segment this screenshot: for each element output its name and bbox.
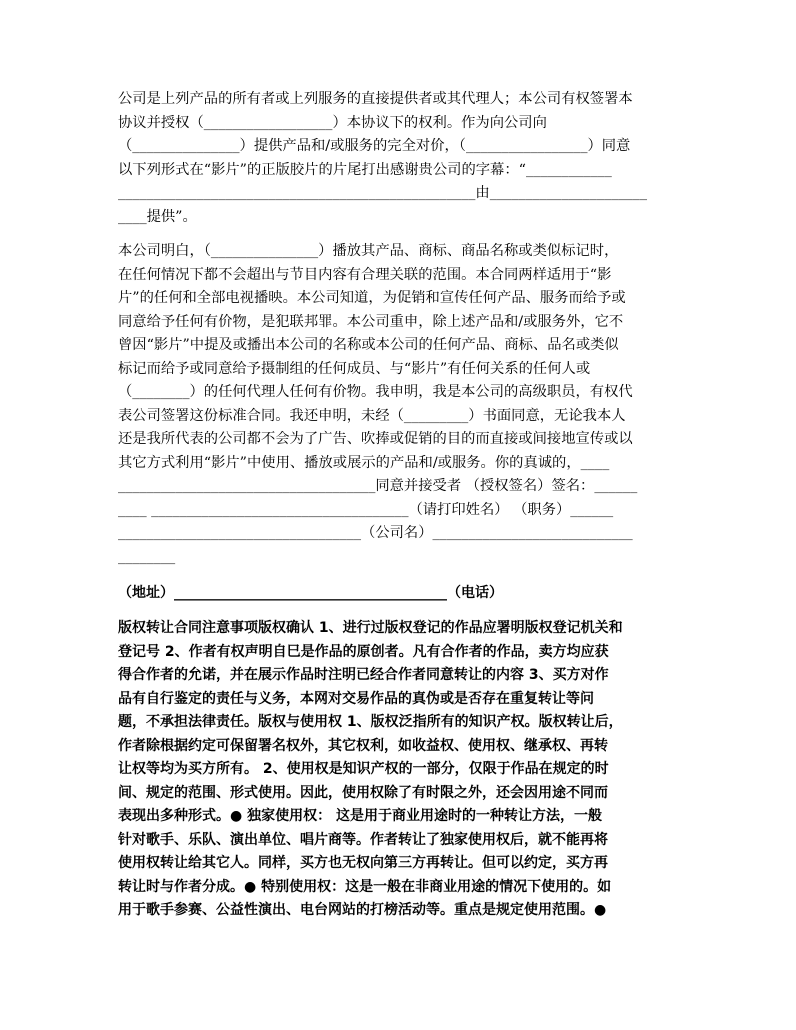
text-line: （________）的任何代理人任何有价物。我申明，我是本公司的高级职员，有权代: [118, 384, 633, 400]
paragraph-copyright-notes: [118, 617, 680, 923]
text-line: 版权转让合同注意事项版权确认 1、进行过版权登记的作品应署明版权登记机关和: [118, 620, 623, 636]
text-line: 表现出多种形式。● 独家使用权： 这是用于商业用途时的一种转让方法，一般: [118, 808, 602, 824]
text-line: 曾因“影片”中提及或播出本公司的名称或本公司的任何产品、商标、品名或类似: [118, 337, 619, 353]
text-line: 品有自行鉴定的责任与义务，本网对交易作品的真伪或是否存在重复转让等问: [118, 690, 594, 707]
text-line: 使用权转让给其它人。同样，买方也无权向第三方再转让。但可以约定，买方再: [118, 855, 608, 871]
text-line: 题，不承担法律责任。版权与使用权 1、版权泛指所有的知识产权。版权转让后，: [118, 714, 623, 730]
text-line: 同意给予任何有价物，是犯联邦罪。本公司重申，除上述产品和/或服务外，它不: [118, 313, 624, 330]
text-line: 间、规定的范围、形式使用。因此，使用权除了有时限之外，还会因用途不同而: [118, 784, 608, 801]
text-line: ____提供”。: [118, 208, 197, 225]
paragraph-declaration: [118, 240, 680, 569]
text-line: 作者除根据约定可保留署名权外，其它权利，如收益权、使用权、继承权、再转: [118, 737, 608, 754]
text-line: 标记而给予或同意给予摄制组的任何成员、与“影片”有任何关系的任何人或: [118, 360, 591, 377]
address-phone-line: （地址）_______________________________________（电话）: [118, 585, 503, 601]
text-line: 在任何情况下都不会超出与节目内容有合理关联的范围。本合同两样适用于“影: [118, 266, 612, 283]
text-line: 转让时与作者分成。● 特别使用权：这是一般在非商业用途的情况下使用的。如: [118, 878, 612, 895]
document-page: [118, 88, 680, 923]
text-line: __________________________________________________由______________________: [118, 185, 647, 201]
text-line: ________: [118, 548, 176, 565]
text-line: 登记号 2、作者有权声明自巳是作品的原创者。凡有合作者的作品，卖方均应获: [118, 643, 609, 660]
text-line: 让权等均为买方所有。 2、使用权是知识产权的一部分，仅限于作品在规定的时: [118, 761, 609, 777]
text-line: 协议并授权（__________________）本协议下的权利。作为向公司向: [118, 114, 547, 131]
text-line: 其它方式利用“影片”中使用、播放或展示的产品和/或服务。你的真诚的，____: [118, 454, 610, 471]
text-line: 针对歌手、乐队、演出单位、唱片商等。作者转让了独家使用权后，就不能再将: [118, 831, 608, 848]
text-line: 公司是上列产品的所有者或上列服务的直接提供者或其代理人；本公司有权签署本: [118, 91, 633, 107]
text-line: 用于歌手参赛、公益性演出、电台网站的打榜活动等。重点是规定使用范围。●: [118, 902, 607, 918]
text-line: 片”的任何和全部电视播映。本公司知道，为促销和宣传任何产品、服务而给予或: [118, 290, 626, 306]
text-line: 得合作者的允诺，并在展示作品时注明已经合作者同意转让的内容 3、买方对作: [118, 667, 609, 683]
company-name-line: __________________________________（公司名）____________________________: [118, 525, 633, 541]
text-line: 还是我所代表的公司都不会为了广告、吹捧或促销的目的而直接或间接地宣传或以: [118, 431, 633, 447]
text-line: 以下列形式在“影片”的正版胶片的片尾打出感谢贵公司的字幕：“____________: [118, 161, 612, 178]
print-name-line: ____ ____________________________________（请打印姓名） （职务）______: [118, 501, 614, 518]
text-line: 表公司签署这份标准合同。我还申明，未经（_________）书面同意，无论我本人: [118, 407, 626, 424]
signature-line: ____________________________________同意并接受者 （授权签名）签名：______: [118, 478, 638, 494]
text-line: 本公司明白，（_______________）播放其产品、商标、商品名称或类似标记时，: [118, 243, 619, 259]
paragraph-authorization: [118, 88, 680, 229]
text-line: （_______________）提供产品和/或服务的完全对价，（_________________）同意: [118, 138, 631, 154]
